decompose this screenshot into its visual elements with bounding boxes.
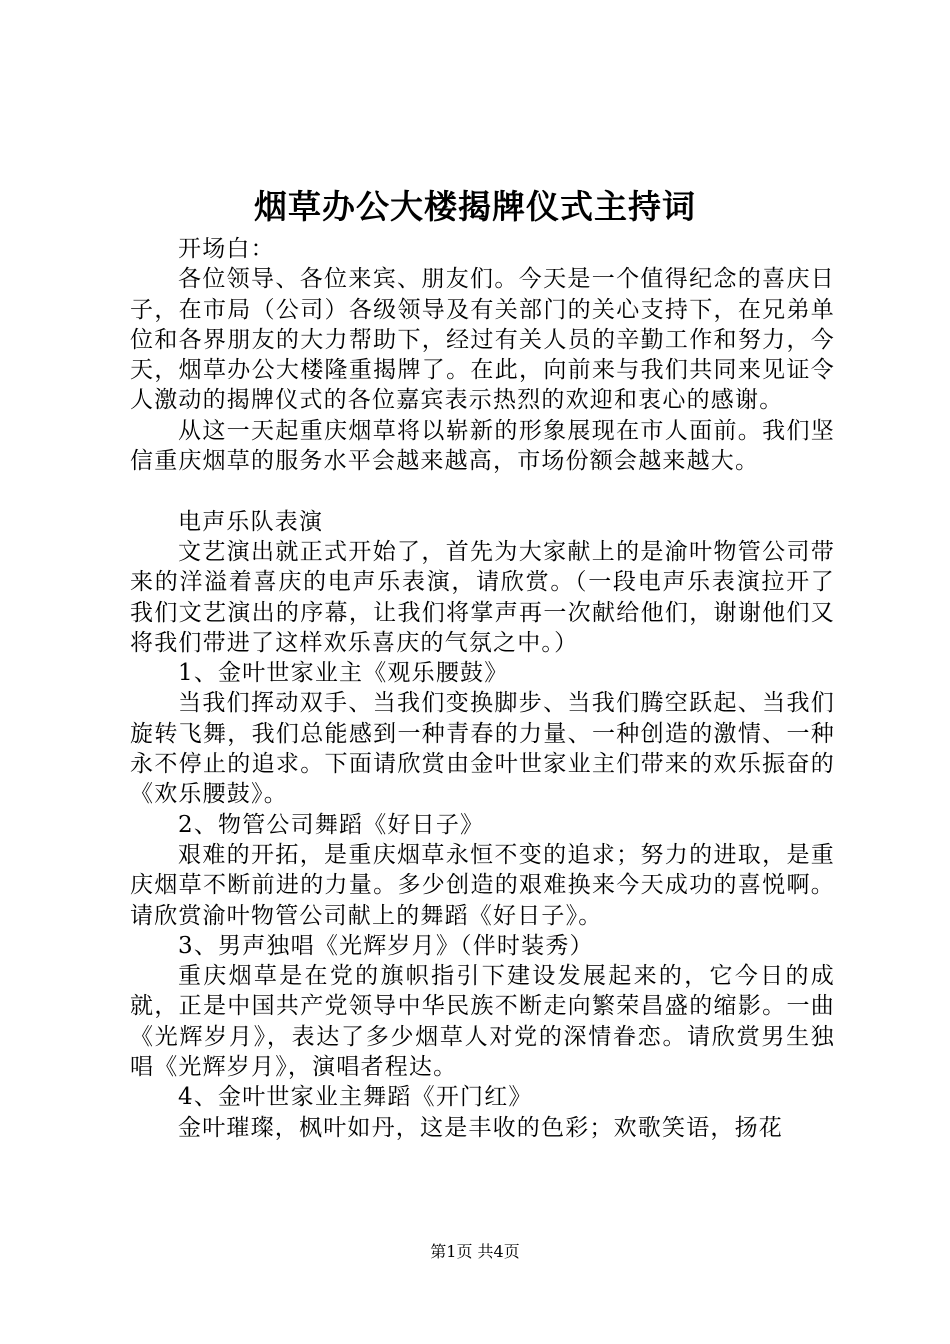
document-body	[130, 234, 835, 1143]
document-title: 烟草办公大楼揭牌仪式主持词	[254, 187, 696, 226]
paragraph-item-2-heading: 2、物管公司舞蹈《好日子》	[178, 811, 485, 838]
paragraph-band-intro: 文艺演出就正式开始了，首先为大家献上的是渝叶物管公司带来的洋溢着喜庆的电声乐表演，请欣赏。（一段电声乐表演拉开了我们文艺演出的序幕，让我们将掌声再一次献给他们，谢谢他们又将我们带进了这样欢乐喜庆的气氛之中。）	[130, 538, 835, 656]
paragraph-item-1-text: 当我们挥动双手、当我们变换脚步、当我们腾空跃起、当我们旋转飞舞，我们总能感到一种青春的力量、一种创造的激情、一种永不停止的追求。下面请欣赏由金叶世家业主们带来的欢乐振奋的《欢乐腰鼓》。	[130, 690, 835, 808]
paragraph-item-4-text: 金叶璀璨，枫叶如丹，这是丰收的色彩；欢歌笑语，扬花	[178, 1114, 783, 1141]
paragraph-item-1-heading: 1、金叶世家业主《观乐腰鼓》	[178, 660, 509, 687]
paragraph-item-3-heading: 3、男声独唱《光辉岁月》（伴时装秀）	[178, 932, 594, 959]
paragraph-new-image: 从这一天起重庆烟草将以崭新的形象展现在市人面前。我们坚信重庆烟草的服务水平会越来越高，市场份额会越来越大。	[130, 417, 835, 475]
blank-line	[130, 476, 835, 506]
paragraph-welcome: 各位领导、各位来宾、朋友们。今天是一个值得纪念的喜庆日子，在市局（公司）各级领导及有关部门的关心支持下，在兄弟单位和各界朋友的大力帮助下，经过有关人员的辛勤工作和努力，今天，烟草办公大楼隆重揭牌了。在此，向前来与我们共同来见证令人激动的揭牌仪式的各位嘉宾表示热烈的欢迎和衷心的感谢。	[130, 266, 835, 414]
paragraph-item-3-text: 重庆烟草是在党的旗帜指引下建设发展起来的，它今日的成就，正是中国共产党领导中华民族不断走向繁荣昌盛的缩影。一曲《光辉岁月》，表达了多少烟草人对党的深情眷恋。请欣赏男生独唱《光辉岁月》，演唱者程达。	[130, 963, 835, 1081]
paragraph-item-2-text: 艰难的开拓，是重庆烟草永恒不变的追求；努力的进取，是重庆烟草不断前进的力量。多少创造的艰难换来今天成功的喜悦啊。请欣赏渝叶物管公司献上的舞蹈《好日子》。	[130, 841, 835, 929]
paragraph-band-heading: 电声乐队表演	[178, 508, 324, 535]
paragraph-opening-label: 开场白：	[178, 236, 275, 262]
page-number-footer: 第1页 共4页	[430, 1242, 520, 1261]
paragraph-item-4-heading: 4、金叶世家业主舞蹈《开门红》	[178, 1084, 533, 1111]
